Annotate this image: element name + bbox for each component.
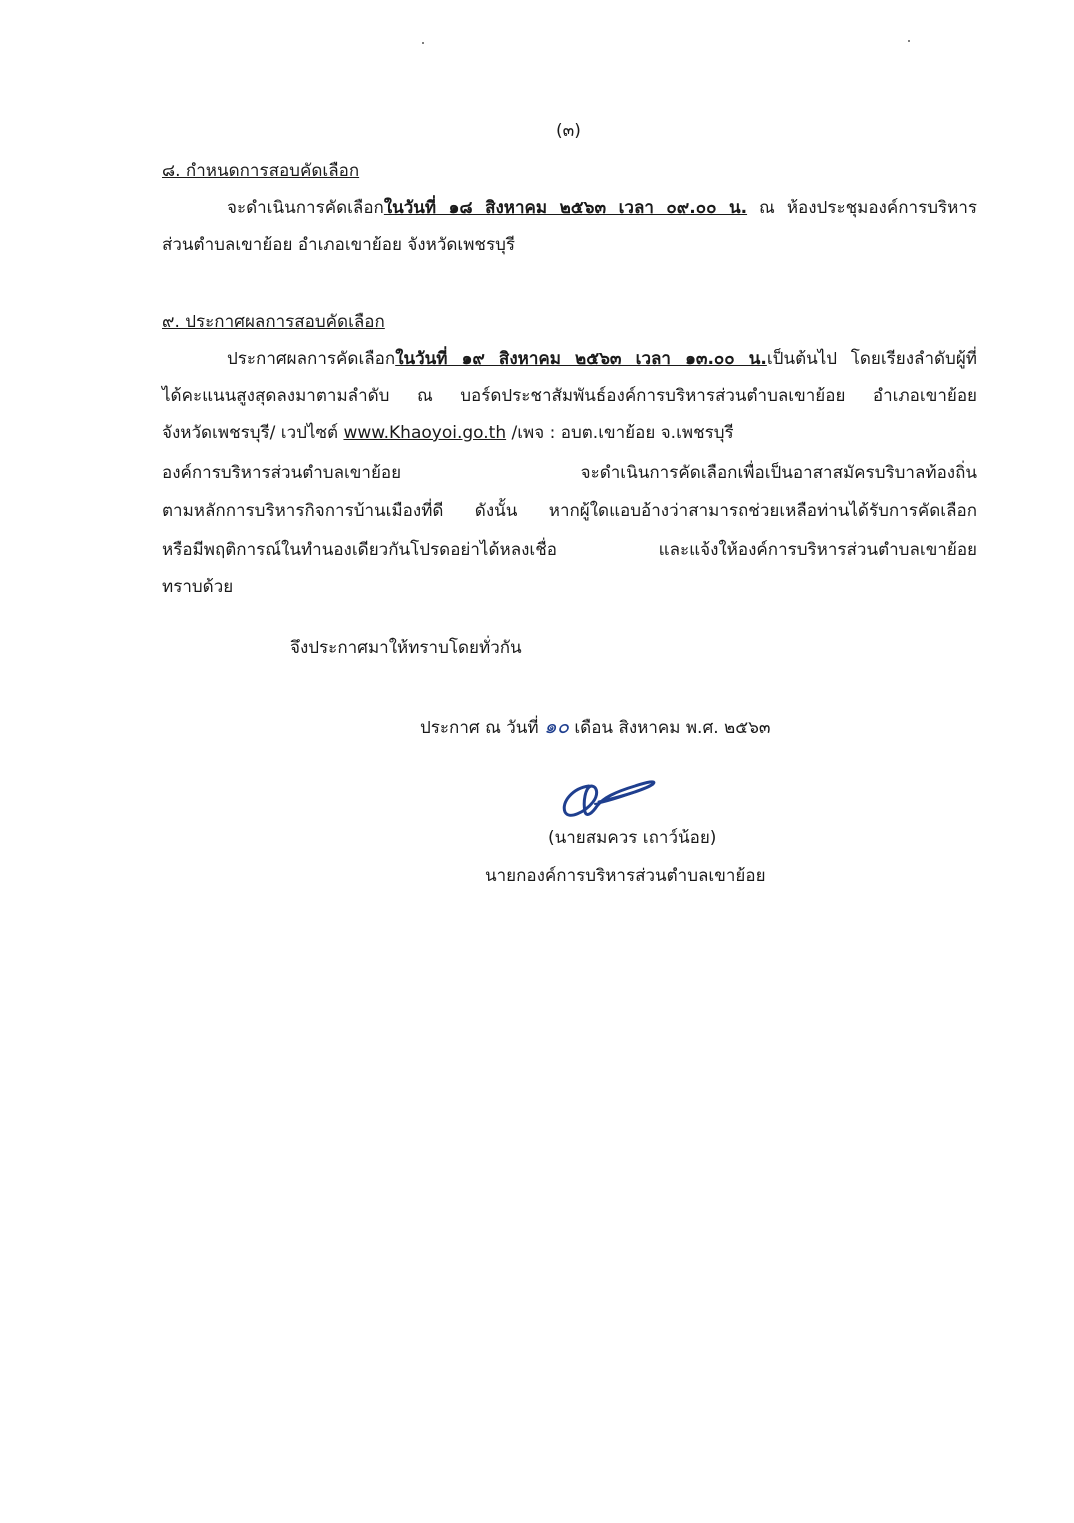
notice-line4: ทราบด้วย bbox=[162, 577, 234, 597]
section8-line1-pre: จะดำเนินการคัดเลือก bbox=[227, 198, 384, 218]
scan-speck bbox=[422, 42, 424, 44]
section9-heading: ๙. ประกาศผลการสอบคัดเลือก bbox=[162, 312, 385, 332]
section8-schedule: ในวันที่ ๑๘ สิงหาคม ๒๕๖๓ เวลา ๐๙.๐๐ น. bbox=[383, 198, 748, 218]
announcement-date bbox=[420, 713, 771, 741]
closing-line: จึงประกาศมาให้ทราบโดยทั่วกัน bbox=[290, 638, 522, 658]
section8-heading: ๘. กำหนดการสอบคัดเลือก bbox=[162, 161, 360, 181]
section9-line1-post: เป็นต้นไป โดยเรียงลำดับผู้ที่ bbox=[766, 349, 977, 369]
section9-line1 bbox=[227, 346, 977, 372]
section9-schedule: ในวันที่ ๑๙ สิงหาคม ๒๕๖๓ เวลา ๑๓.๐๐ น. bbox=[395, 349, 767, 369]
scan-speck bbox=[908, 40, 910, 42]
section9-line1-pre: ประกาศผลการคัดเลือก bbox=[227, 349, 396, 369]
section9-line3-post: /เพจ : อบต.เขาย้อย จ.เพชรบุรี bbox=[506, 423, 734, 443]
handwritten-day: ๑๐ bbox=[544, 714, 569, 738]
notice-line3: หรือมีพฤติการณ์ในทำนองเดียวกันโปรดอย่าได้หลงเชื่อ และแจ้งให้องค์การบริหารส่วนตำบลเขาย้อย bbox=[162, 540, 977, 560]
date-post: เดือน สิงหาคม พ.ศ. ๒๕๖๓ bbox=[568, 718, 771, 738]
section9-line2: ได้คะแนนสูงสุดลงมาตามลำดับ ณ บอร์ดประชาสัมพันธ์องค์การบริหารส่วนตำบลเขาย้อย อำเภอเขาย้อย bbox=[162, 386, 977, 406]
section9-line3 bbox=[162, 420, 734, 446]
notice-line1: องค์การบริหารส่วนตำบลเขาย้อย จะดำเนินการคัดเลือกเพื่อเป็นอาสาสมัครบริบาลท้องถิ่น bbox=[162, 463, 977, 483]
signer-name: (นายสมควร เถาว์น้อย) bbox=[548, 828, 717, 848]
signature-icon bbox=[555, 772, 665, 822]
section8-line1 bbox=[227, 195, 977, 221]
section8-line2: ส่วนตำบลเขาย้อย อำเภอเขาย้อย จังหวัดเพชรบุรี bbox=[162, 235, 516, 255]
notice-line2: ตามหลักการบริหารกิจการบ้านเมืองที่ดี ดังนั้น หากผู้ใดแอบอ้างว่าสามารถช่วยเหลือท่านได้รับการคัดเลือก bbox=[162, 501, 977, 521]
page-number: (๓) bbox=[556, 121, 581, 141]
website-link[interactable]: www.Khaoyoi.go.th bbox=[343, 423, 507, 443]
section8-line1-post: ณ ห้องประชุมองค์การบริหาร bbox=[747, 198, 978, 218]
section9-line3-pre: จังหวัดเพชรบุรี/ เวปไซต์ bbox=[162, 423, 344, 443]
signer-title: นายกองค์การบริหารส่วนตำบลเขาย้อย bbox=[485, 866, 766, 886]
date-pre: ประกาศ ณ วันที่ bbox=[420, 718, 545, 738]
